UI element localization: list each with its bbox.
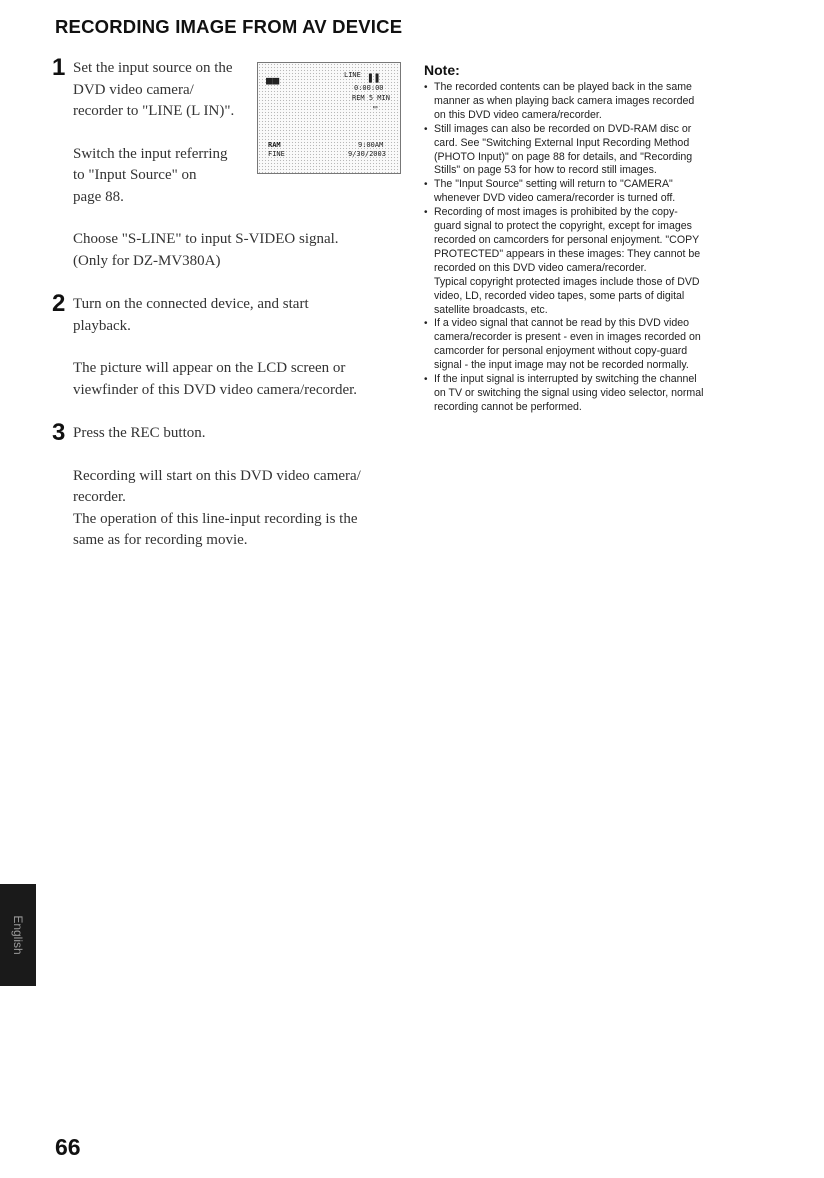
movie-mode-icon: ■■ [266,74,280,87]
note-title: Note: [424,62,460,78]
page-title: RECORDING IMAGE FROM AV DEVICE [55,16,403,37]
step-number: 1 [52,54,66,81]
note-column [424,62,794,415]
note-item: • Recording of most images is prohibited by the copy- guard signal to protect the copyright, except for images recorded on camcorders for personal enjoyment. "COPY PROTECTED" appears in these images: They cannot be recorded on this DVD video camera/recorder. Typical copyright protected images include those of DVD video, LD, recorded video tapes, some parts of digital satellite broadcasts, etc. [424,206,794,317]
text-line: playback. [73,317,131,334]
text-line: Choose "S-LINE" to input S-VIDEO signal. [73,231,339,247]
step-number: 3 [52,419,66,446]
lcd-date: 9/30/2003 [348,150,386,158]
text-line: (Only for DZ-MV380A) [73,252,221,269]
text-line: to "Input Source" on [73,167,197,183]
note-item: • Still images can also be recorded on DVD-RAM disc or card. See "Switching External Input Recording Method (PHOTO Input)" on page 88 for details, and "Recording Stills" on page 53 for how to record still images. [424,123,794,179]
text-line: same as for recording movie. [73,532,248,548]
text-line: The operation of this line-input recording is the [73,510,358,527]
lcd-line-label: LINE [344,71,361,79]
pause-icon: ❚❚ [367,71,381,84]
text-line: DVD video camera/ [73,81,194,98]
lcd-disc-type: RAM [268,141,281,149]
text-line: Recording will start on this DVD video camera/ [73,467,361,484]
lcd-screen-illustration [257,62,401,174]
note-item: • If the input signal is interrupted by switching the channel on TV or switching the signal using video selector, normal recording cannot be performed. [424,373,794,415]
text-line: Press the REC button. [73,425,206,441]
note-item: • If a video signal that cannot be read by this DVD video camera/recorder is present - even in images recorded on camcorder for personal enjoyment without copy-guard signal - the input image may not be recorded normally. [424,317,794,373]
text-line: viewfinder of this DVD video camera/recorder. [73,381,358,398]
note-item: • The "Input Source" setting will return to "CAMERA" whenever DVD video camera/recorder is turned off. [424,178,794,206]
text-line: Switch the input referring [73,145,228,162]
note-item: • The recorded contents can be played back in the same manner as when playing back camera images recorded on this DVD video camera/recorder. [424,81,794,123]
step-3-paragraph-1 [73,423,402,445]
text-line: page 88. [73,188,124,205]
step-2-paragraph-2 [73,358,402,401]
language-side-tab [0,884,36,986]
page-number: 66 [55,1134,81,1160]
text-line: Turn on the connected device, and start [73,296,309,312]
step-number: 2 [52,290,66,317]
step-2 [52,290,402,401]
lcd-counter: 0:00:00 [354,84,384,92]
side-tab-label: English [11,915,25,955]
text-line: The picture will appear on the LCD screen or [73,360,346,376]
step-3-paragraph-3 [73,509,402,552]
text-line: recorder to "LINE (L IN)". [73,103,235,119]
note-list [424,81,794,415]
step-3-paragraph-2 [73,466,402,509]
text-line: Set the input source on the [73,60,233,76]
lcd-time: 9:00AM [358,141,384,149]
step-1-paragraph-3 [73,229,402,272]
step-2-paragraph-1 [73,294,402,337]
lcd-remaining: REM 5 MIN [352,94,390,102]
lcd-quality: FINE [268,150,285,158]
battery-icon: ▭ [373,103,378,111]
step-3 [52,419,402,552]
text-line: recorder. [73,489,126,505]
